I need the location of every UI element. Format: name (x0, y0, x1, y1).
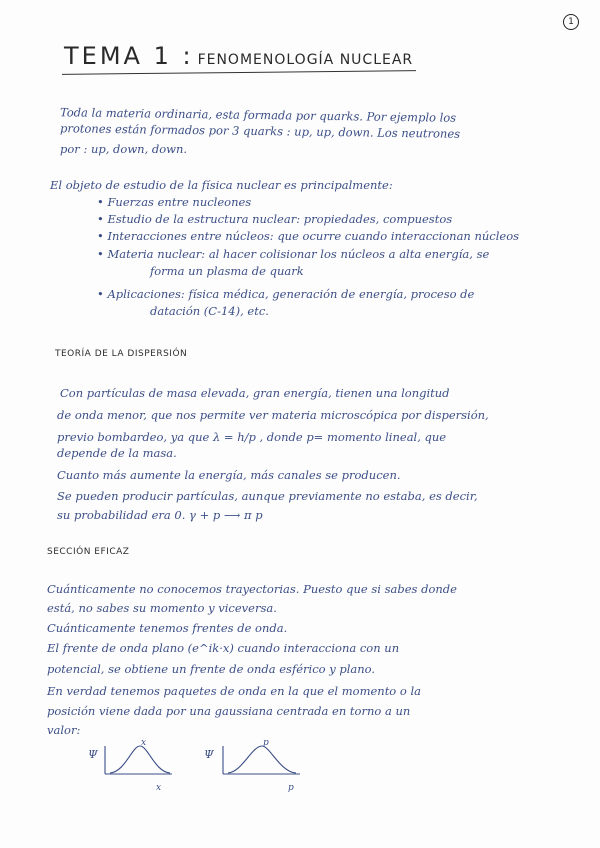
dispersion-line: previo bombardeo, ya que λ = h/p , donde p= momento lineal, que (57, 430, 447, 444)
dispersion-line: depende de la masa. (57, 446, 177, 460)
list-item-text: Interacciones entre núcleos: que ocurre cuando interaccionan núcleos (107, 229, 520, 243)
dispersion-line: de onda menor, que nos permite ver materia microscópica por dispersión, (57, 408, 489, 422)
gaussian-sketch-position (80, 738, 180, 798)
cross-section-line: Cuánticamente no conocemos trayectorias. Puesto que si sabes donde (47, 582, 457, 596)
cross-section-line: En verdad tenemos paquetes de onda en la que el momento o la (47, 684, 422, 698)
list-item: • Fuerzas entre nucleones (97, 195, 252, 209)
intro-line: Toda la materia ordinaria, esta formada por quarks. Por ejemplo los (59, 105, 457, 125)
title-subject: FENOMENOLOGÍA NUCLEAR (197, 52, 414, 68)
title-topic: TEMA 1 : (64, 42, 194, 70)
list-item: • Aplicaciones: física médica, generación de energía, proceso de (97, 287, 475, 301)
peak-label: x (141, 738, 147, 748)
page-title (64, 42, 413, 70)
list-item-continuation: forma un plasma de quark (150, 264, 304, 278)
cross-section-line: El frente de onda plano (e^ik·x) cuando interacciona con un (47, 641, 400, 655)
dispersion-line: Con partículas de masa elevada, gran energía, tienen una longitud (60, 386, 450, 400)
x-axis-label: x (156, 783, 162, 793)
y-axis-label: Ψ (204, 748, 214, 761)
intro-line: protones están formados por 3 quarks : up, up, down. Los neutrones (59, 121, 461, 141)
list-item: • Interacciones entre núcleos: que ocurre cuando interaccionan núcleos (97, 229, 520, 243)
section-heading-cross-section: SECCIÓN EFICAZ (47, 547, 130, 557)
list-item-text: Fuerzas entre nucleones (107, 195, 252, 209)
gaussian-curve (228, 746, 296, 773)
title-underline (62, 70, 416, 75)
dispersion-line: Se pueden producir partículas, aunque previamente no estaba, es decir, (57, 489, 478, 503)
list-item-text: Materia nuclear: al hacer colisionar los núcleos a alta energía, se (107, 247, 490, 261)
list-item: • Estudio de la estructura nuclear: propiedades, compuestos (97, 212, 453, 226)
section-heading-dispersion: TEORÍA DE LA DISPERSIÓN (55, 349, 188, 359)
cross-section-line: valor: (47, 723, 81, 737)
cross-section-line: Cuánticamente tenemos frentes de onda. (47, 621, 288, 635)
object-study-lead: El objeto de estudio de la física nuclear es principalmente: (50, 178, 393, 192)
intro-line: por : up, down, down. (60, 142, 188, 156)
cross-section-line: posición viene dada por una gaussiana centrada en torno a un (47, 704, 411, 718)
cross-section-line: potencial, se obtiene un frente de onda esférico y plano. (47, 662, 376, 676)
list-item-text: Estudio de la estructura nuclear: propiedades, compuestos (107, 212, 453, 226)
gaussian-curve (110, 746, 170, 773)
y-axis-label: Ψ (88, 748, 98, 761)
list-item: • Materia nuclear: al hacer colisionar los núcleos a alta energía, se (97, 247, 490, 261)
gaussian-sketch-momentum-graphic (200, 738, 310, 798)
gaussian-sketch-momentum (200, 738, 310, 798)
cross-section-line: está, no sabes su momento y viceversa. (47, 601, 277, 615)
list-item-continuation: datación (C-14), etc. (150, 304, 269, 318)
page-number: 1 (563, 14, 579, 30)
peak-label: p (263, 738, 269, 748)
gaussian-sketch-position-graphic (80, 738, 180, 798)
dispersion-line: Cuanto más aumente la energía, más canales se producen. (57, 468, 401, 482)
list-item-text: Aplicaciones: física médica, generación de energía, proceso de (107, 287, 475, 301)
dispersion-line: su probabilidad era 0. γ + p ⟶ π p (57, 508, 263, 522)
x-axis-label: p (288, 783, 294, 793)
